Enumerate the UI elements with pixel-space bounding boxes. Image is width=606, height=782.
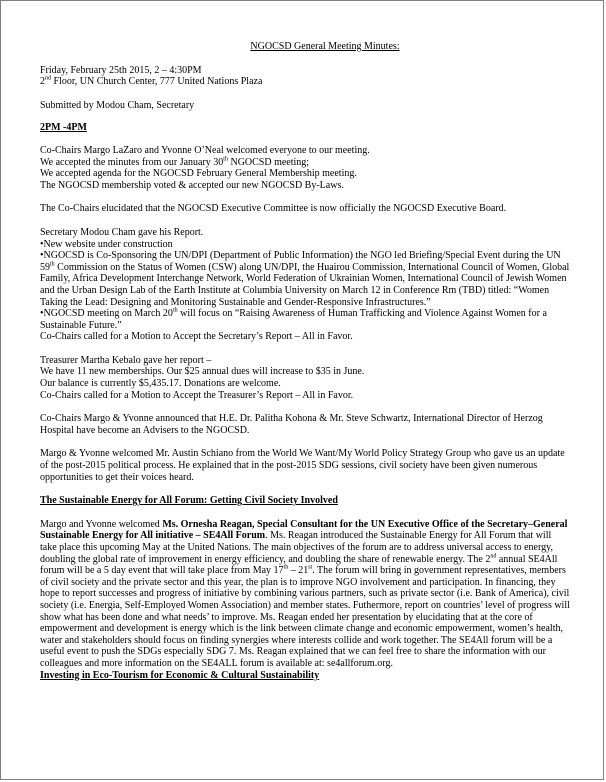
treasurer-report — [40, 355, 570, 401]
treasurer-memberships: We have 11 new memberships. Our $25 annual dues will increase to $35 in June. — [40, 366, 365, 378]
se4all-text-a: Margo and Yvonne welcomed — [40, 518, 163, 530]
se4all-speaker: Ms. Ornesha Reagan, Special Consultant for the UN Executive Office of the Secretary–General Sustainable Energy for All initiative – SE4All Forum — [40, 518, 568, 542]
secretary-bullet-march-meeting — [40, 308, 570, 331]
se4all-suffix-st: st — [308, 564, 313, 571]
secretary-report — [40, 227, 570, 343]
secretary-bullet-website: •New website under construction — [40, 238, 173, 250]
se4all-paragraph — [40, 519, 570, 670]
time-heading: 2PM -4PM — [40, 122, 87, 134]
executive-board-note: The Co-Chairs elucidated that the NGOCSD Executive Committee is now officially the NGOCSD Executive Board. — [40, 203, 507, 215]
bylaws-line: The NGOCSD membership voted & accepted our new NGOCSD By-Laws. — [40, 179, 344, 191]
csw-text: •NGOCSD is Co-Sponsoring the UN/DPI (Department of Public Information) the NGO led Briefing/Special Event during the UN 59 — [40, 250, 561, 273]
csw-suffix: th — [50, 261, 55, 268]
location-floor-suffix: nd — [45, 75, 51, 82]
schiano-update: Margo & Yvonne welcomed Mr. Austin Schiano from the World We Want/My World Policy Strategy Group who gave us an update of the post-2015 political process. He explained that in the post-2015 SDG sessions, civil society have been given numerous opportunities to get their voices heard. — [40, 448, 565, 483]
secretary-motion: Co-Chairs called for a Motion to Accept the Secretary’s Report – All in Favor. — [40, 331, 353, 343]
se4all-text-d: – 21 — [288, 565, 309, 577]
se4all-suffix-nd: nd — [490, 553, 497, 560]
march-text: •NGOCSD meeting on March 20 — [40, 308, 173, 320]
se4all-text-e: . The forum will bring in government representatives, members of civil society and the private sector and this year, the plan is to improve NGO involvement and participation. In financing, they hope to report successes and progress of initiative by combining various partners, such as private sector (i.e. Bank of America), civil society (i.e. Energia, Self-Employed Women Association) and member states. Futhermore, report on countries’ level of progress will show what has been done and what needs’ to improve. Ms. Reagan ended her presentation by elucidating that at the core of empowerment and development is energy which is the link between climate change and economic empowerment, women’s health, water and stakeholders should focus on finding synergies where interests collide and work together. The SE4All forum will be a useful event to push the SDGs especially SDG 7. Ms. Reagan explained that we can feel free to share the information with our colleagues and more information on the SE4ALL forum is available at: se4allforum.org. — [40, 565, 570, 669]
minutes-text-end: NGOCSD meeting; — [227, 156, 310, 168]
treasurer-motion: Co-Chairs called for a Motion to Accept the Treasurer’s Report – All in Favor. — [40, 389, 354, 401]
se4all-suffix-th: th — [283, 564, 289, 571]
location-address: Floor, UN Church Center, 777 United Nations Plaza — [51, 76, 263, 88]
se4all-text-c: annual SE4All forum will be a 5 day event that will take place from May 17 — [40, 553, 558, 577]
document-body — [40, 41, 570, 681]
meeting-location — [40, 76, 570, 88]
secretary-intro: Secretary Modou Cham gave his Report. — [40, 226, 204, 238]
minutes-text: We accepted the minutes from our January 30 — [40, 156, 224, 168]
se4all-heading: The Sustainable Energy for All Forum: Getting Civil Society Involved — [40, 495, 338, 507]
location-floor: 2 — [40, 76, 45, 88]
meeting-info — [40, 65, 570, 88]
treasurer-balance: Our balance is currently $5,435.17. Donations are welcome. — [40, 378, 281, 390]
march-suffix: th — [172, 307, 178, 314]
document-title: NGOCSD General Meeting Minutes: — [250, 41, 400, 52]
csw-text-end: Commission on the Status of Women (CSW) along UN/DPI, the Huairou Commission, International Council of Women, Global Family, Africa Development Interchange Network, World Federation of Ukrainian Women, International Council of Jewish Women and the Urban Design Lab of the Earth Institute at Columbia University on March 12 in Conference Rm (TBD) titled: “Women Taking the Lead: Designing and Monitoring Sustainable and Gender-Responsive Infrastructures.” — [40, 261, 570, 308]
welcome-line: Co-Chairs Margo LaZaro and Yvonne O’Neal welcomed everyone to our meeting. — [40, 144, 370, 156]
ecotourism-heading: Investing in Eco-Tourism for Economic & Cultural Sustainability — [40, 669, 320, 681]
treasurer-intro: Treasurer Martha Kebalo gave her report – — [40, 354, 212, 366]
submitted-by: Submitted by Modou Cham, Secretary — [40, 99, 195, 111]
march-text-end: will focus on “Raising Awareness of Human Trafficking and Violence Against Women for a Sustainable Future.” — [40, 308, 547, 331]
advisers-announcement: Co-Chairs Margo & Yvonne announced that H.E. Dr. Palitha Kohona & Mr. Steve Schwartz, International Director of Herzog Hospital have become an Advisers to the NGOCSD. — [40, 413, 543, 436]
minutes-line — [40, 157, 570, 169]
secretary-bullet-csw — [40, 250, 570, 308]
se4all-text-b: . Ms. Reagan introduced the Sustainable Energy for All Forum that will take place this upcoming May at the United Nations. The main objectives of the forum are to address universal access to energy, doubling the global rate of improvement in energy efficiency, and doubling the share of renewable energy. The 2 — [40, 530, 553, 565]
minutes-suffix: th — [223, 156, 228, 163]
meeting-date: Friday, February 25th 2015, 2 – 4:30PM — [40, 64, 202, 76]
agenda-line: We accepted agenda for the NGOCSD February General Membership meeting. — [40, 168, 357, 180]
welcome-section — [40, 145, 570, 191]
